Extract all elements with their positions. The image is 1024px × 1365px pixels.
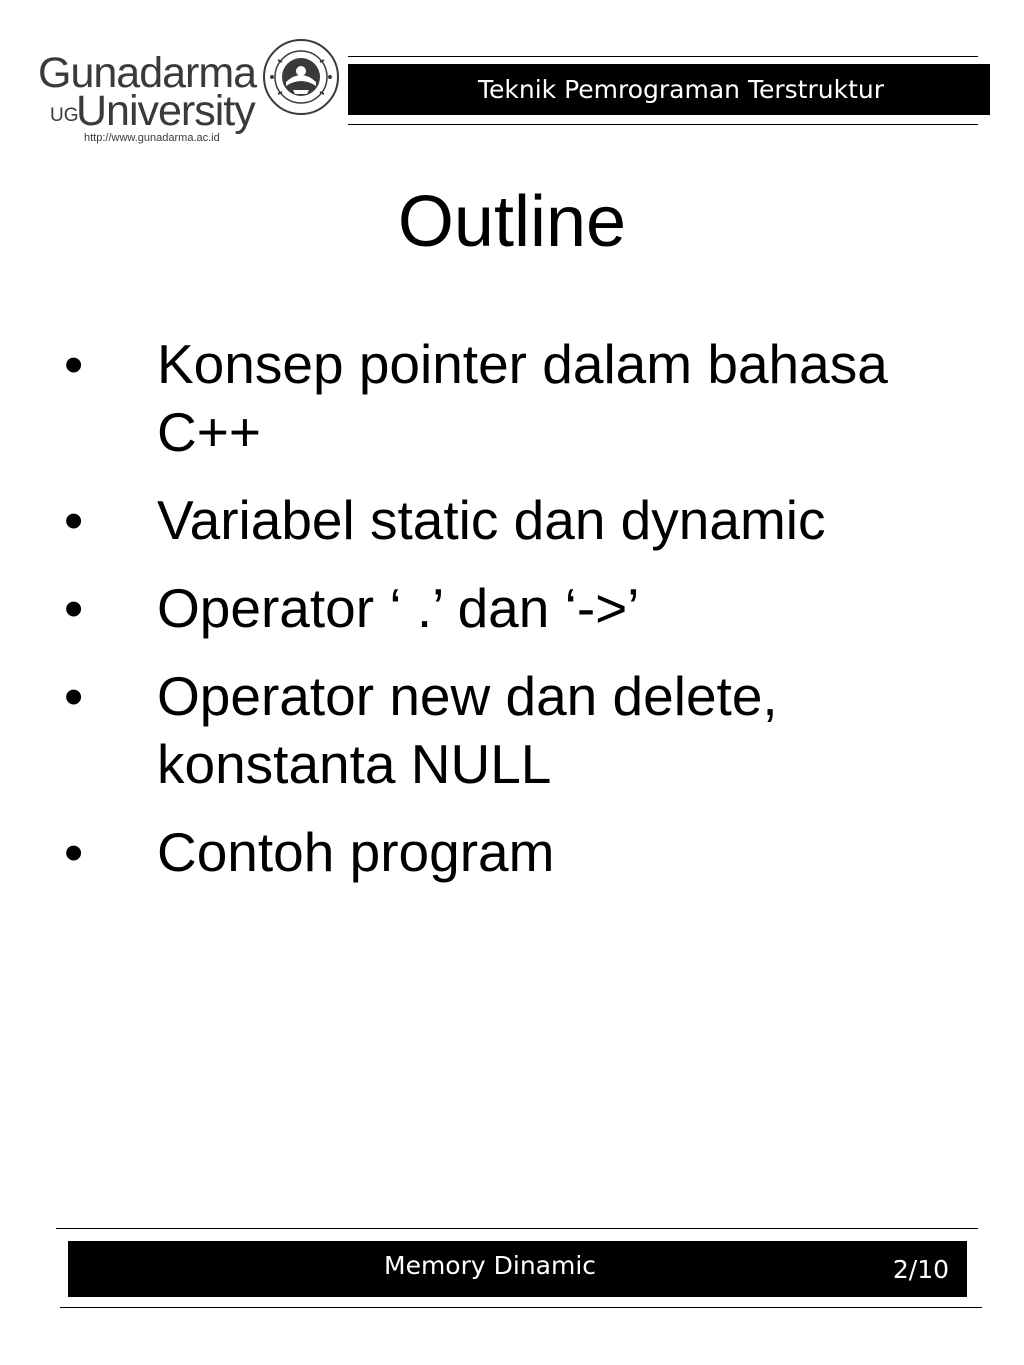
outline-item <box>0 330 917 466</box>
footer-bar <box>68 1241 967 1297</box>
outline-item <box>0 574 917 642</box>
logo-university: University <box>76 87 255 135</box>
page-number: 2/10 <box>892 1255 949 1284</box>
outline-item <box>0 662 917 798</box>
course-title: Teknik Pemrograman Terstruktur <box>477 75 884 104</box>
bullet-icon: • <box>64 489 84 551</box>
header-bottom-rule <box>348 124 978 125</box>
outline-item-text: Contoh program <box>157 821 555 883</box>
logo-ug-mark: UG <box>50 105 79 126</box>
outline-item-text: Operator new dan delete, konstanta NULL <box>157 665 778 795</box>
footer-bottom-rule <box>60 1307 982 1308</box>
header-top-rule <box>348 56 978 57</box>
logo-name: Gunadarma <box>38 49 257 97</box>
footer-title: Memory Dinamic <box>384 1251 597 1280</box>
header-bar <box>348 64 990 115</box>
outline-item-text: Variabel static dan dynamic <box>157 489 826 551</box>
footer-top-rule <box>56 1228 978 1229</box>
bullet-icon: • <box>64 821 84 883</box>
bullet-icon: • <box>64 577 84 639</box>
outline-item <box>0 818 917 886</box>
university-seal-icon <box>262 38 340 116</box>
bullet-icon: • <box>64 665 84 727</box>
outline-item-text: Konsep pointer dalam bahasa C++ <box>157 333 888 463</box>
outline-item-text: Operator ‘ .’ dan ‘->’ <box>157 577 640 639</box>
bullet-icon: • <box>64 333 84 395</box>
slide-title: Outline <box>397 182 627 262</box>
university-logo <box>36 38 342 150</box>
outline-item <box>0 486 917 554</box>
outline-list <box>0 330 1024 906</box>
logo-url: http://www.gunadarma.ac.id <box>84 132 220 144</box>
